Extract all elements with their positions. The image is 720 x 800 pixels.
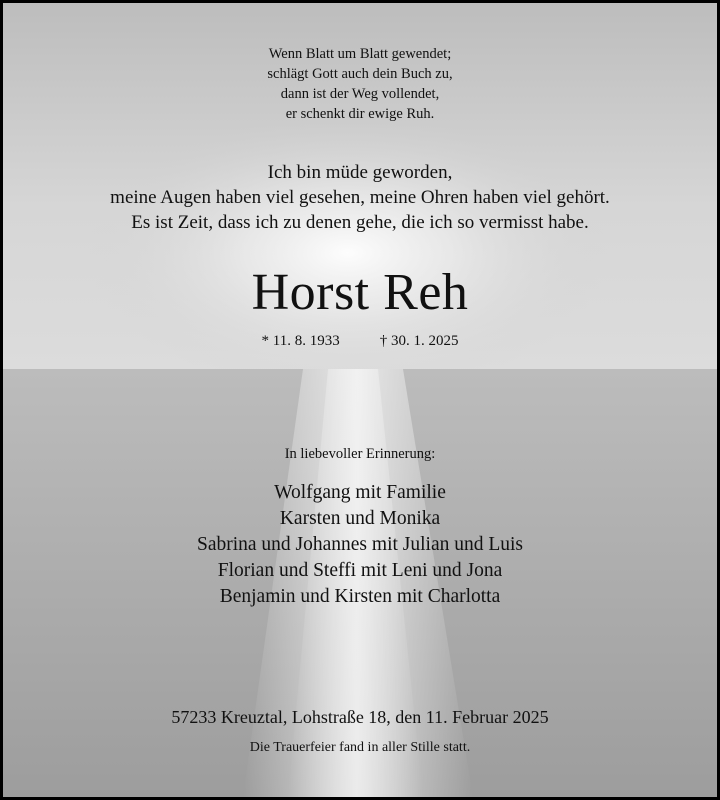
poem-line: Ich bin müde geworden, <box>267 162 453 183</box>
poem-line: meine Augen haben viel gesehen, meine Ohren haben viel gehört. <box>110 187 610 208</box>
poem-line: schlägt Gott auch dein Buch zu, <box>267 66 453 82</box>
poem-top <box>3 44 717 124</box>
deceased-name: Horst Reh <box>251 264 469 321</box>
death-date: † 30. 1. 2025 <box>379 333 459 349</box>
mourner-line: Florian und Steffi mit Leni und Jona <box>217 560 503 581</box>
mourner-line: Benjamin und Kirsten mit Charlotta <box>219 586 501 607</box>
poem-main <box>3 160 717 235</box>
funeral-note: Die Trauerfeier fand in aller Stille statt. <box>249 740 471 755</box>
poem-line: er schenkt dir ewige Ruh. <box>285 106 435 122</box>
mourner-line: Wolfgang mit Familie <box>274 482 446 503</box>
poem-line: Es ist Zeit, dass ich zu denen gehe, die ich so vermisst habe. <box>131 212 589 233</box>
life-dates <box>3 331 717 351</box>
poem-line: Wenn Blatt um Blatt gewendet; <box>268 46 452 62</box>
memory-intro: In liebevoller Erinnerung: <box>284 446 436 462</box>
mourners-list <box>3 480 717 610</box>
mourner-line: Sabrina und Johannes mit Julian und Luis <box>196 534 524 555</box>
address-date-line: 57233 Kreuztal, Lohstraße 18, den 11. Februar 2025 <box>171 707 549 727</box>
mourner-line: Karsten und Monika <box>279 508 441 529</box>
birth-date: * 11. 8. 1933 <box>261 333 340 349</box>
poem-line: dann ist der Weg vollendet, <box>280 86 440 102</box>
